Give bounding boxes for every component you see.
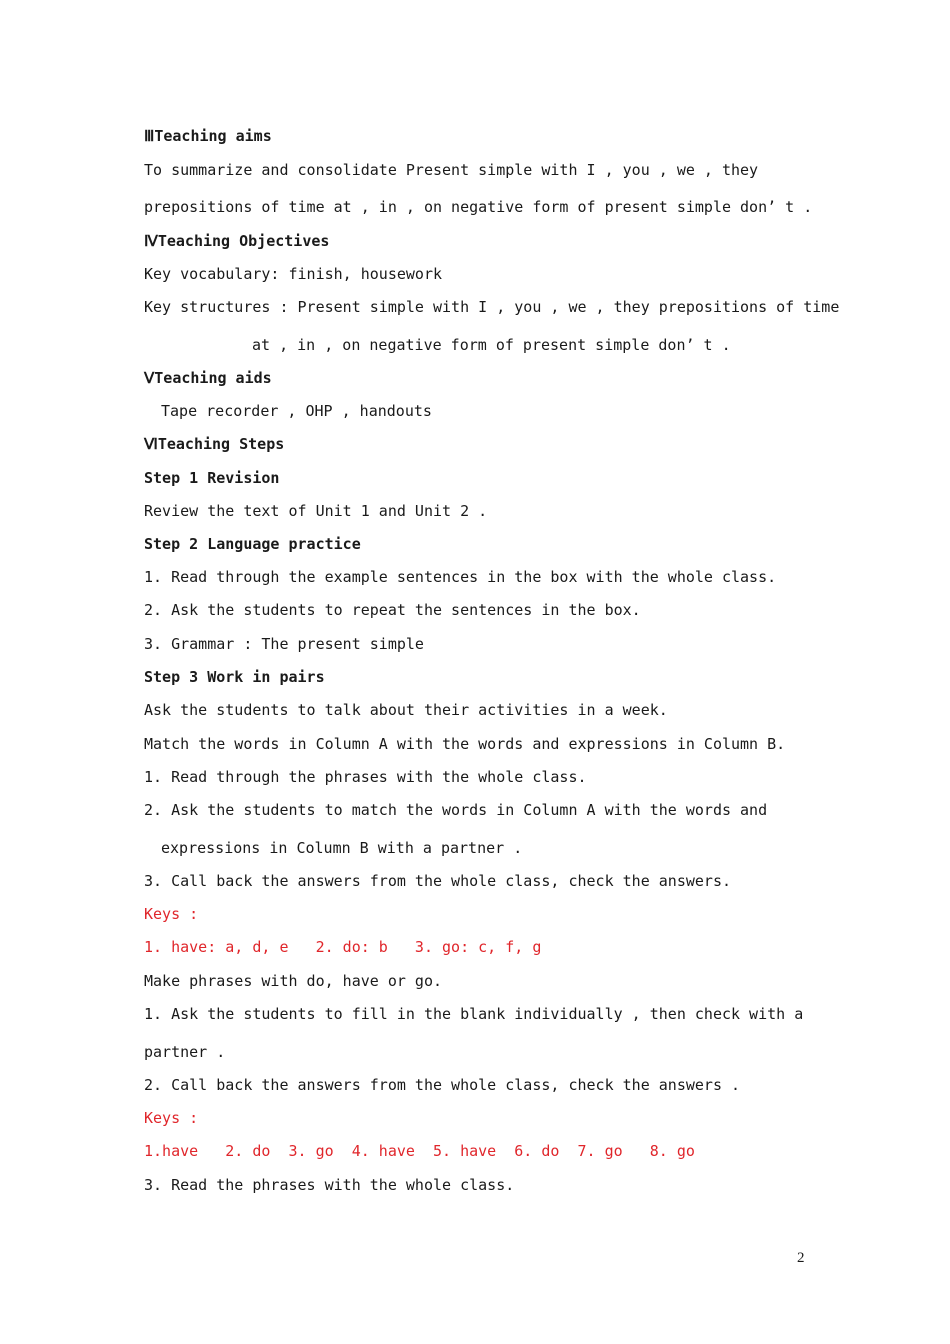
text-line: 2. Call back the answers from the whole class, check the answers .: [144, 1076, 741, 1094]
heading-teaching-aids: ⅤTeaching aids: [144, 369, 272, 387]
text-line: 1. Read through the phrases with the whole class.: [144, 768, 587, 786]
heading-teaching-aims: ⅢTeaching aims: [144, 127, 272, 145]
step-1-heading: Step 1 Revision: [144, 469, 280, 487]
text-line: prepositions of time at , in , on negative form of present simple don’ t .: [144, 198, 813, 216]
text-line: 2. Ask the students to match the words in Column A with the words and: [144, 801, 768, 819]
text-line: 3. Grammar : The present simple: [144, 635, 424, 653]
text-line: 3. Read the phrases with the whole class.: [144, 1176, 515, 1194]
keys-label: Keys :: [144, 1109, 199, 1127]
page-number: 2: [797, 1250, 805, 1266]
text-line: To summarize and consolidate Present simple with I , you , we , they: [144, 161, 759, 179]
text-line: Tape recorder , OHP , handouts: [161, 402, 432, 420]
text-line: 1. Ask the students to fill in the blank individually , then check with a: [144, 1005, 804, 1023]
step-3-heading: Step 3 Work in pairs: [144, 668, 325, 686]
heading-teaching-steps: ⅥTeaching Steps: [144, 435, 285, 453]
text-line: Key structures : Present simple with I , you , we , they prepositions of time: [144, 298, 840, 316]
text-line: at , in , on negative form of present simple don’ t .: [252, 336, 731, 354]
text-line: Ask the students to talk about their activities in a week.: [144, 701, 668, 719]
text-line: Key vocabulary: finish, housework: [144, 265, 443, 283]
step-2-heading: Step 2 Language practice: [144, 535, 361, 553]
text-line: 1. Read through the example sentences in the box with the whole class.: [144, 568, 777, 586]
heading-teaching-objectives: ⅣTeaching Objectives: [144, 232, 330, 250]
keys-answers: 1.have 2. do 3. go 4. have 5. have 6. do 7. go 8. go: [144, 1142, 695, 1160]
keys-answers: 1. have: a, d, e 2. do: b 3. go: c, f, g: [144, 938, 542, 956]
text-line: 3. Call back the answers from the whole class, check the answers.: [144, 872, 731, 890]
keys-label: Keys :: [144, 905, 199, 923]
text-line: 2. Ask the students to repeat the sentences in the box.: [144, 601, 641, 619]
text-line: Match the words in Column A with the words and expressions in Column B.: [144, 735, 786, 753]
text-line: Review the text of Unit 1 and Unit 2 .: [144, 502, 488, 520]
text-line: expressions in Column B with a partner .: [161, 839, 523, 857]
text-line: partner .: [144, 1043, 226, 1061]
text-line: Make phrases with do, have or go.: [144, 972, 443, 990]
